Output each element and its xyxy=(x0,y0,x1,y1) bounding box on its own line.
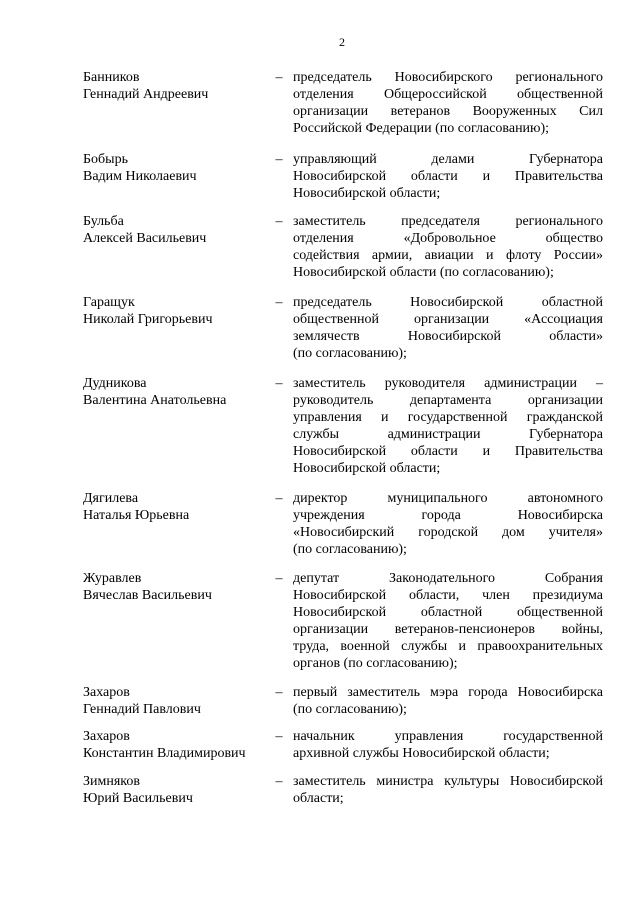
position-line: содействия армии, авиации и флоту России» xyxy=(293,248,603,263)
member-given-names: Алексей Васильевич xyxy=(83,231,207,246)
position-line: Новосибирской области; xyxy=(293,461,441,476)
member-given-names: Николай Григорьевич xyxy=(83,312,213,327)
member-name xyxy=(83,151,273,185)
member-surname: Зимняков xyxy=(83,774,140,789)
position-line: заместитель руководителя администрации – xyxy=(293,376,603,391)
separator-dash: – xyxy=(275,214,283,229)
position-line: директор муниципального автономного xyxy=(293,491,603,506)
position-line: органов (по согласованию); xyxy=(293,656,458,671)
position-line: Новосибирской области и Правительства xyxy=(293,444,603,459)
member-given-names: Геннадий Андреевич xyxy=(83,87,209,102)
position-line: (по согласованию); xyxy=(293,346,407,361)
position-line: (по согласованию); xyxy=(293,702,407,717)
position-line: службы администрации Губернатора xyxy=(293,427,603,442)
position-line: заместитель министра культуры Новосибирской xyxy=(293,774,603,789)
member-position xyxy=(293,490,603,558)
position-line: управляющий делами Губернатора xyxy=(293,152,603,167)
separator-dash: – xyxy=(275,152,283,167)
member-given-names: Вячеслав Васильевич xyxy=(83,588,212,603)
position-line: «Новосибирский городской дом учителя» xyxy=(293,525,603,540)
position-line: (по согласованию); xyxy=(293,542,407,557)
member-surname: Захаров xyxy=(83,685,130,700)
member-surname: Дягилева xyxy=(83,491,139,506)
position-line: труда, военной службы и правоохранительных xyxy=(293,639,603,654)
position-line: первый заместитель мэра города Новосибирска xyxy=(293,685,603,700)
member-name xyxy=(83,294,273,328)
member-given-names: Константин Владимирович xyxy=(83,746,246,761)
member-position xyxy=(293,570,603,672)
member-position xyxy=(293,151,603,202)
member-position xyxy=(293,294,603,362)
member-position xyxy=(293,728,603,762)
page-number: 2 xyxy=(339,35,345,49)
position-line: депутат Законодательного Собрания xyxy=(293,571,603,586)
position-line: Новосибирской области, член президиума xyxy=(293,588,603,603)
member-surname: Банников xyxy=(83,70,140,85)
member-name xyxy=(83,773,273,807)
position-line: руководитель департамента организации xyxy=(293,393,603,408)
member-given-names: Вадим Николаевич xyxy=(83,169,197,184)
member-given-names: Валентина Анатольевна xyxy=(83,393,227,408)
position-line: отделения Общероссийской общественной xyxy=(293,87,603,102)
position-line: землячеств Новосибирской области» xyxy=(293,329,603,344)
member-position xyxy=(293,684,603,718)
member-surname: Бульба xyxy=(83,214,124,229)
position-line: учреждения города Новосибирска xyxy=(293,508,603,523)
position-line: заместитель председателя регионального xyxy=(293,214,603,229)
separator-dash: – xyxy=(275,774,283,789)
separator-dash: – xyxy=(275,376,283,391)
position-line: организации ветеранов-пенсионеров войны, xyxy=(293,622,603,637)
member-position xyxy=(293,69,603,137)
position-line: Новосибирской области; xyxy=(293,186,441,201)
position-line: Новосибирской области (по согласованию); xyxy=(293,265,554,280)
position-line: председатель Новосибирской областной xyxy=(293,295,603,310)
member-name xyxy=(83,490,273,524)
position-line: области; xyxy=(293,791,344,806)
separator-dash: – xyxy=(275,729,283,744)
position-line: начальник управления государственной xyxy=(293,729,603,744)
member-name xyxy=(83,570,273,604)
position-line: Российской Федерации (по согласованию); xyxy=(293,121,550,136)
member-surname: Журавлев xyxy=(83,571,142,586)
member-position xyxy=(293,213,603,281)
position-line: общественной организации «Ассоциация xyxy=(293,312,603,327)
member-given-names: Геннадий Павлович xyxy=(83,702,201,717)
member-position xyxy=(293,375,603,477)
member-name xyxy=(83,213,273,247)
position-line: председатель Новосибирского регионального xyxy=(293,70,603,85)
position-line: Новосибирской области и Правительства xyxy=(293,169,603,184)
position-line: управления и государственной гражданской xyxy=(293,410,603,425)
separator-dash: – xyxy=(275,491,283,506)
member-surname: Дудникова xyxy=(83,376,147,391)
separator-dash: – xyxy=(275,571,283,586)
position-line: организации ветеранов Вооруженных Сил xyxy=(293,104,603,119)
member-position xyxy=(293,773,603,807)
member-given-names: Наталья Юрьевна xyxy=(83,508,190,523)
position-line: Новосибирской областной общественной xyxy=(293,605,603,620)
member-name xyxy=(83,684,273,718)
separator-dash: – xyxy=(275,295,283,310)
member-surname: Гаращук xyxy=(83,295,135,310)
member-surname: Бобырь xyxy=(83,152,128,167)
separator-dash: – xyxy=(275,70,283,85)
position-line: отделения «Добровольное общество xyxy=(293,231,603,246)
position-line: архивной службы Новосибирской области; xyxy=(293,746,550,761)
member-name xyxy=(83,375,273,409)
member-name xyxy=(83,69,273,103)
member-surname: Захаров xyxy=(83,729,130,744)
separator-dash: – xyxy=(275,685,283,700)
member-name xyxy=(83,728,273,762)
member-given-names: Юрий Васильевич xyxy=(83,791,193,806)
